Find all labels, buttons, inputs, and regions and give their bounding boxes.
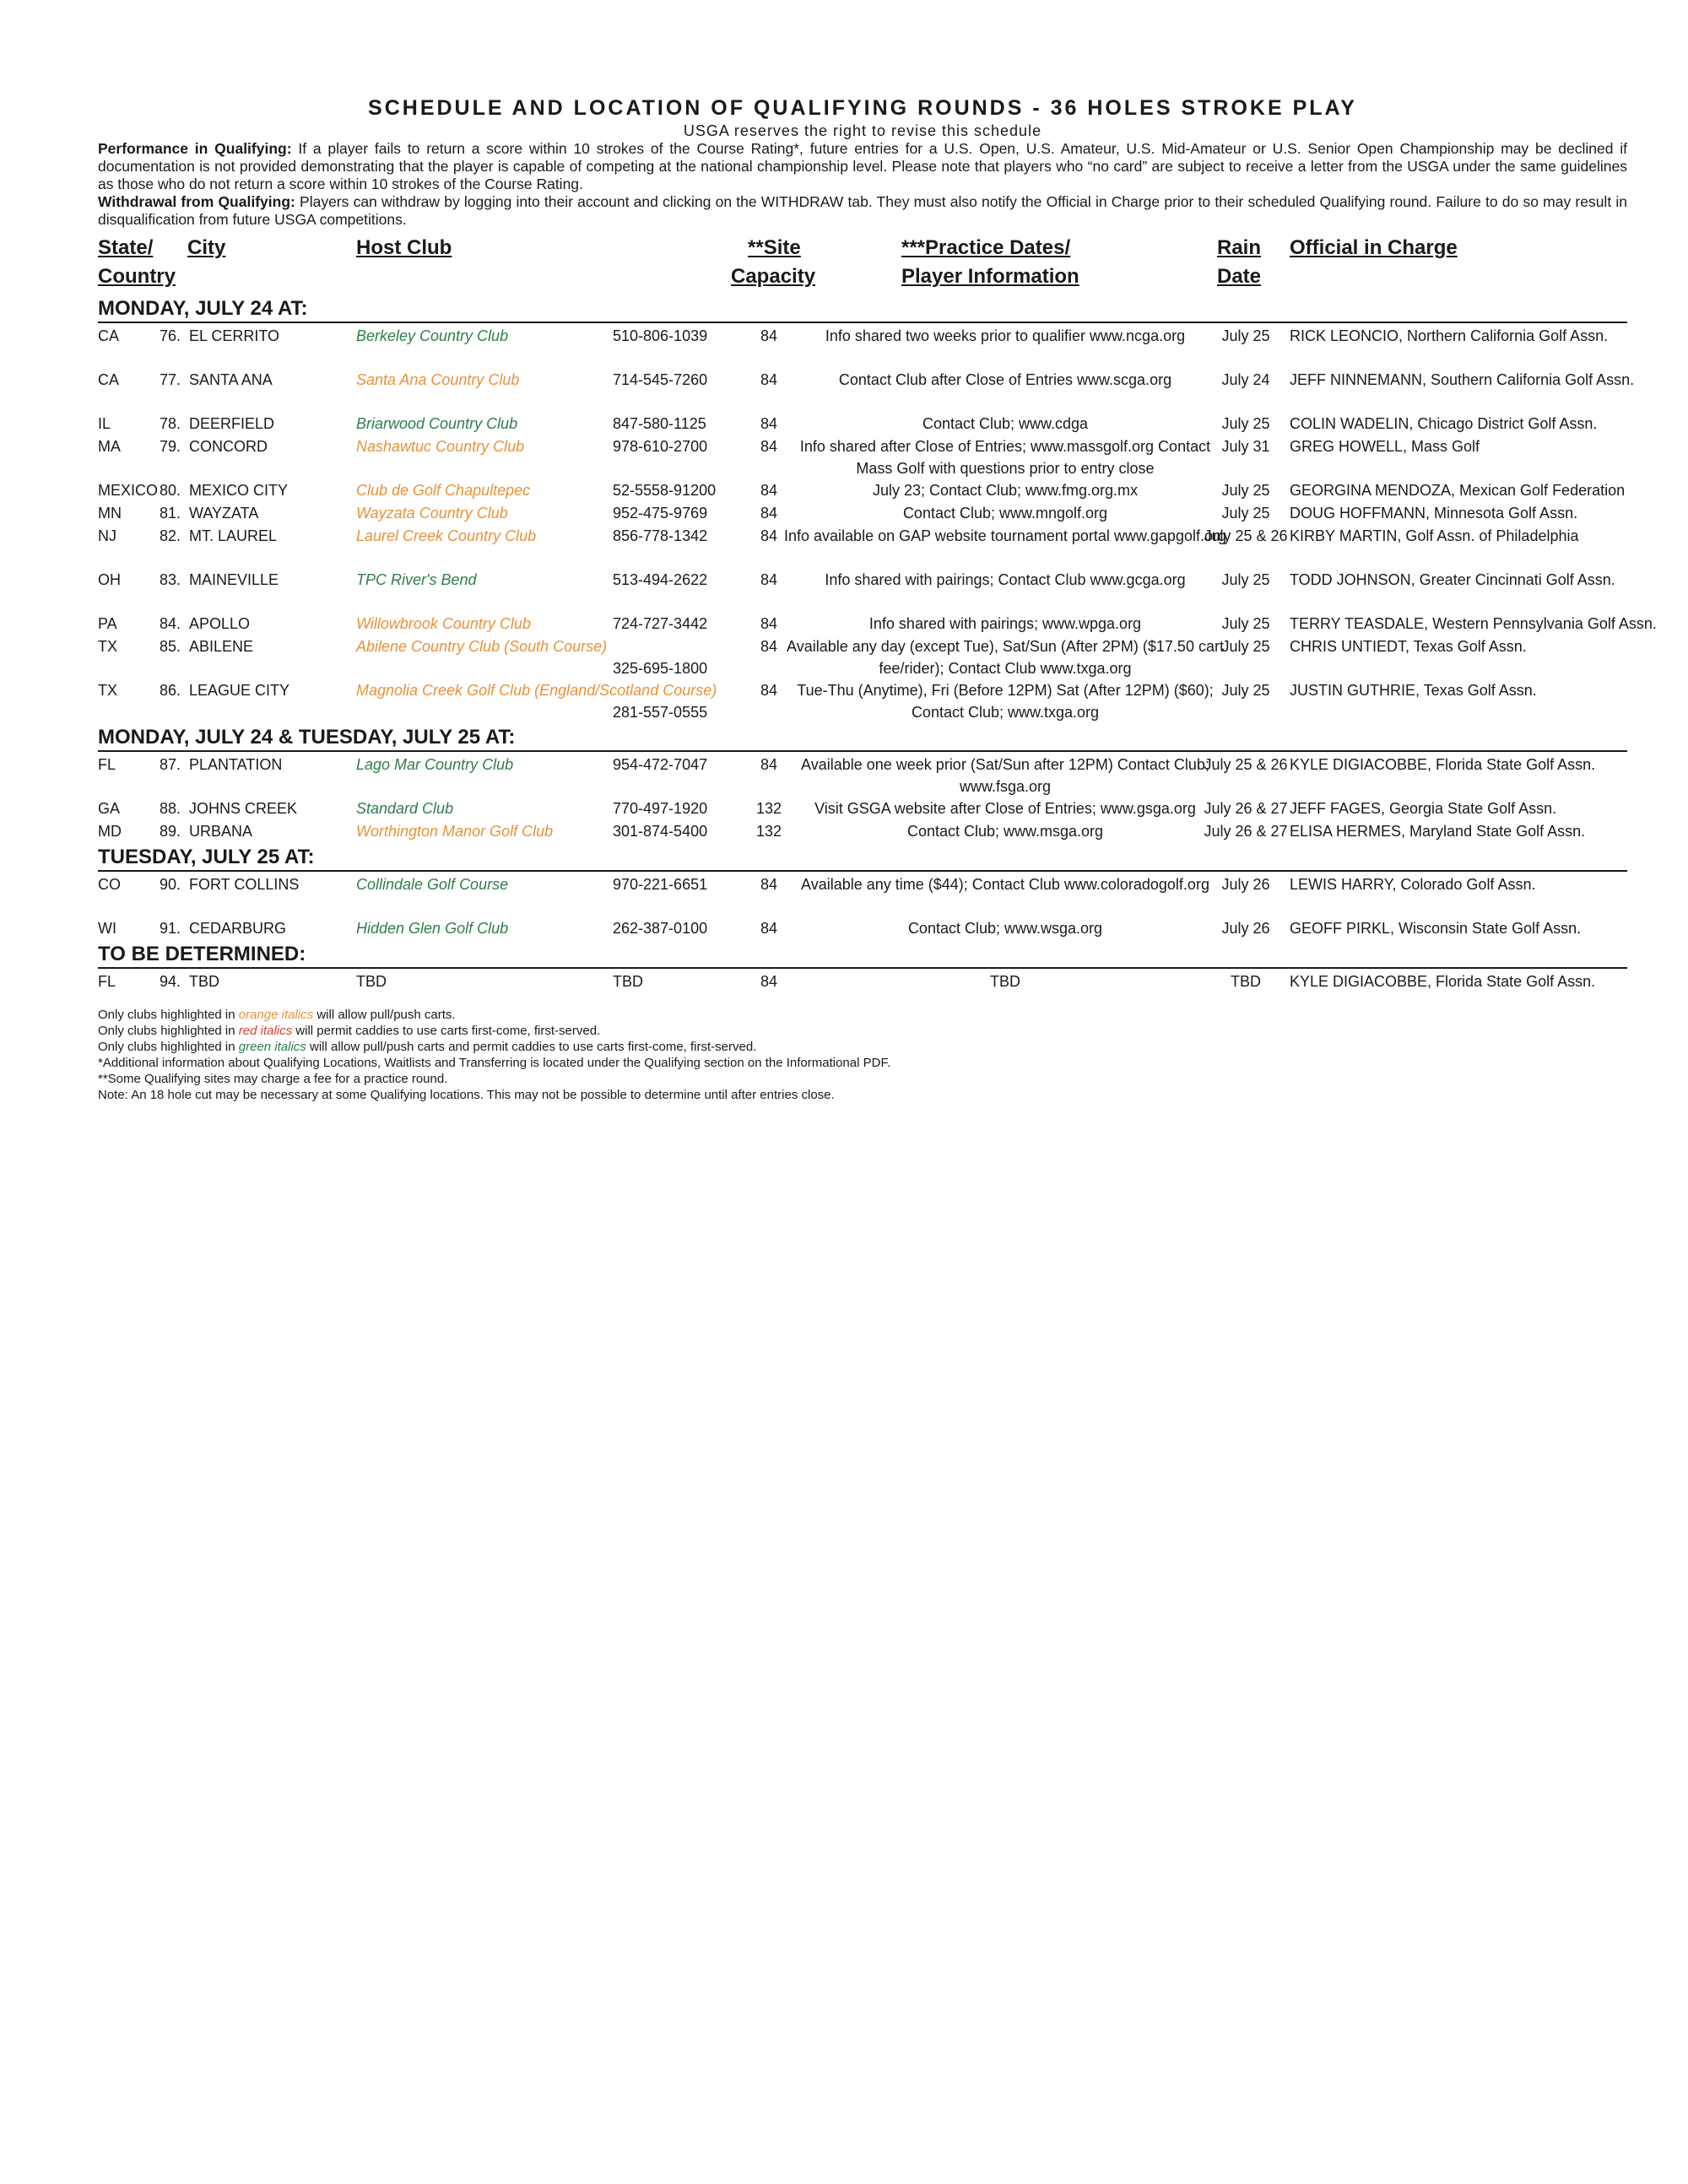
phone-cell: 856-778-1342 (613, 527, 708, 544)
city-cell: EL CERRITO (189, 327, 280, 344)
phone-cell: 770-497-1920 (613, 800, 708, 817)
host-club-cell: Collindale Golf Course (356, 876, 509, 893)
city-cell: CEDARBURG (189, 920, 287, 937)
rain-date-cell: July 31 (1221, 438, 1270, 455)
rain-date-cell: July 25 (1221, 571, 1270, 588)
site-number-cell: 85. (159, 638, 181, 655)
state-cell: GA (98, 800, 121, 817)
table-header (98, 234, 1627, 293)
city-cell: FORT COLLINS (189, 876, 300, 893)
site-number-cell: 88. (159, 800, 181, 817)
practice-info-cell: Contact Club; www.mngolf.org (902, 505, 1108, 522)
official-cell: JEFF NINNEMANN, Southern California Golf Assn. (1290, 371, 1635, 388)
note-text: Only clubs highlighted in (98, 1024, 239, 1038)
city-cell: MEXICO CITY (189, 482, 289, 499)
site-number-cell: 82. (159, 527, 181, 544)
phone-cell: 262-387-0100 (613, 920, 708, 937)
table-row (98, 478, 1627, 500)
note-additional-info: *Additional information about Qualifying Locations, Waitlists and Transferring is located under the Qualifying section on the Informational PDF. (98, 1056, 891, 1070)
table-row (98, 872, 1627, 916)
header-site-label: Site (763, 236, 801, 259)
practice-info-cell: Contact Club after Close of Entries www.scga.org (838, 371, 1172, 388)
table-row (98, 434, 1627, 478)
phone-cell: 978-610-2700 (613, 438, 708, 455)
site-number-cell: 86. (159, 682, 181, 699)
host-club-cell: Standard Club (356, 800, 454, 817)
practice-info-cell: Info available on GAP website tournament portal www.gapgolf.org (784, 527, 1226, 544)
site-number-cell: 78. (159, 415, 181, 432)
capacity-cell: 84 (760, 371, 778, 388)
section-heading: TO BE DETERMINED: (98, 942, 1627, 969)
site-number-cell: 76. (159, 327, 181, 344)
site-number-cell: 84. (159, 615, 181, 632)
practice-info-cell: TBD (990, 973, 1020, 990)
phone-cell: 970-221-6651 (613, 876, 708, 893)
phone-cell: 301-874-5400 (613, 823, 708, 840)
footnotes (98, 1007, 1627, 1103)
capacity-cell: 84 (760, 415, 778, 432)
official-cell: GREG HOWELL, Mass Golf (1290, 438, 1480, 455)
withdrawal-label: Withdrawal from Qualifying: (98, 193, 295, 210)
site-number-cell: 89. (159, 823, 181, 840)
header-date: Date (1217, 265, 1262, 288)
performance-label: Performance in Qualifying: (98, 140, 292, 157)
practice-info-cell: Contact Club; www.msga.org (906, 823, 1104, 840)
host-club-cell: TBD (356, 973, 387, 990)
city-cell: PLANTATION (189, 756, 283, 773)
state-cell: CA (98, 327, 120, 344)
header-rain: Rain (1217, 236, 1262, 259)
practice-info-cell: Info shared two weeks prior to qualifier www.ncga.org (825, 327, 1186, 344)
withdrawal-paragraph (98, 193, 1627, 229)
note-highlight-red: red italics (238, 1024, 293, 1038)
state-cell: MD (98, 823, 122, 840)
header-practice-prefix: *** (901, 236, 926, 259)
header-official: Official in Charge (1290, 236, 1458, 259)
capacity-cell: 84 (760, 920, 778, 937)
state-cell: TX (98, 682, 118, 699)
capacity-cell: 132 (755, 823, 782, 840)
official-cell: KIRBY MARTIN, Golf Assn. of Philadelphia (1290, 527, 1579, 544)
city-cell: APOLLO (189, 615, 251, 632)
rain-date-cell: July 24 (1221, 371, 1270, 388)
table-row (98, 796, 1627, 819)
official-cell: GEOFF PIRKL, Wisconsin State Golf Assn. (1290, 920, 1582, 937)
state-cell: CO (98, 876, 121, 893)
performance-paragraph (98, 140, 1627, 193)
table-row (98, 323, 1627, 367)
site-number-cell: 94. (159, 973, 181, 990)
rain-date-cell: July 26 & 27 (1204, 800, 1288, 817)
official-cell: COLIN WADELIN, Chicago District Golf Assn. (1290, 415, 1598, 432)
practice-info-cell: Available one week prior (Sat/Sun after 12PM) Contact Club; www.fsga.org (801, 756, 1209, 795)
state-cell: PA (98, 615, 117, 632)
capacity-cell: 84 (760, 638, 778, 655)
practice-info-cell: Contact Club; www.wsga.org (907, 920, 1103, 937)
city-cell: LEAGUE CITY (189, 682, 290, 699)
host-club-cell: Briarwood Country Club (356, 415, 518, 432)
site-number-cell: 87. (159, 756, 181, 773)
official-cell: DOUG HOFFMANN, Minnesota Golf Assn. (1290, 505, 1578, 522)
official-cell: JEFF FAGES, Georgia State Golf Assn. (1290, 800, 1557, 817)
host-club-cell: Worthington Manor Golf Club (356, 823, 554, 840)
official-cell: GEORGINA MENDOZA, Mexican Golf Federation (1290, 482, 1626, 499)
host-club-cell: Willowbrook Country Club (356, 615, 531, 632)
capacity-cell: 84 (760, 756, 778, 773)
rain-date-cell: July 25 (1221, 682, 1270, 699)
page-title: SCHEDULE AND LOCATION OF QUALIFYING ROUNDS - 36 HOLES STROKE PLAY (368, 96, 1357, 120)
section-heading: MONDAY, JULY 24 & TUESDAY, JULY 25 AT: (98, 725, 1627, 752)
official-cell: TODD JOHNSON, Greater Cincinnati Golf Assn. (1290, 571, 1615, 588)
host-club-cell: TPC River's Bend (356, 571, 477, 588)
capacity-cell: 84 (760, 571, 778, 588)
practice-info-cell: Info shared after Close of Entries; www.massgolf.org Contact Mass Golf with questions prior to entry close (799, 438, 1211, 477)
section-heading: MONDAY, JULY 24 AT: (98, 296, 1627, 323)
note-highlight-orange: orange italics (238, 1008, 314, 1022)
note-text: Only clubs highlighted in (98, 1008, 239, 1022)
table-row (98, 969, 1627, 992)
rain-date-cell: July 26 & 27 (1204, 823, 1288, 840)
header-practice-label: Practice Dates/ (925, 236, 1071, 259)
table-row (98, 411, 1627, 434)
table-row (98, 916, 1627, 938)
site-number-cell: 81. (159, 505, 181, 522)
note-practice-fee: **Some Qualifying sites may charge a fee for a practice round. (98, 1072, 448, 1086)
official-cell: JUSTIN GUTHRIE, Texas Golf Assn. (1290, 682, 1537, 699)
table-row (98, 611, 1657, 634)
capacity-cell: 84 (760, 973, 778, 990)
schedule-table (98, 296, 1657, 992)
city-cell: ABILENE (189, 638, 254, 655)
phone-cell: 724-727-3442 (613, 615, 708, 632)
performance-text: If a player fails to return a score within 10 strokes of the Course Rating*, future entries for a U.S. Open, U.S. Amateur, U.S. Mid-Amateur or U.S. Senior Open Championship may be declined if documentation is not provided demonstrating that the player is capable of competing at the national championship level. Please note that players who “no card” are subject to receive a letter from the USGA under the same guidelines as those who do not return a score within 10 strokes of the Course Rating. (98, 140, 1627, 192)
host-club-cell: Abilene Country Club (South Course) (356, 638, 608, 655)
phone-cell: 952-475-9769 (613, 505, 708, 522)
table-row (98, 819, 1627, 841)
state-cell: OH (98, 571, 121, 588)
state-cell: CA (98, 371, 120, 388)
table-row (98, 523, 1627, 567)
official-cell: TERRY TEASDALE, Western Pennsylvania Golf Assn. (1290, 615, 1657, 632)
city-cell: MAINEVILLE (189, 571, 279, 588)
note-green (98, 1039, 1627, 1055)
host-club-cell: Berkeley Country Club (356, 327, 509, 344)
header-city: City (187, 236, 226, 259)
header-host-club: Host Club (356, 236, 452, 259)
host-club-cell: Nashawtuc Country Club (356, 438, 525, 455)
practice-info-cell: Available any day (except Tue), Sat/Sun (After 2PM) ($17.50 cart fee/rider); Contact Club www.txga.org (787, 638, 1224, 677)
phone-cell: 847-580-1125 (613, 415, 706, 432)
host-club-cell: Hidden Glen Golf Club (356, 920, 509, 937)
table-row (98, 634, 1627, 678)
city-cell: DEERFIELD (189, 415, 275, 432)
site-number-cell: 79. (159, 438, 181, 455)
capacity-cell: 84 (760, 327, 778, 344)
capacity-cell: 84 (760, 876, 778, 893)
practice-info-cell: Tue-Thu (Anytime), Fri (Before 12PM) Sat (After 12PM) ($60); Contact Club; www.txga.org (797, 682, 1214, 721)
site-number-cell: 80. (159, 482, 181, 499)
capacity-cell: 84 (760, 438, 778, 455)
practice-info-cell: Info shared with pairings; Contact Club www.gcga.org (825, 571, 1186, 588)
state-cell: FL (98, 973, 116, 990)
header-practice (901, 234, 1070, 262)
host-club-cell: Laurel Creek Country Club (356, 527, 537, 544)
note-text: will allow pull/push carts and permit caddies to use carts first-come, first-served. (306, 1040, 757, 1054)
note-text: will permit caddies to use carts first-come, first-served. (292, 1024, 601, 1038)
official-cell: CHRIS UNTIEDT, Texas Golf Assn. (1290, 638, 1527, 655)
site-number-cell: 90. (159, 876, 181, 893)
city-cell: CONCORD (189, 438, 268, 455)
rain-date-cell: July 25 (1221, 482, 1270, 499)
rain-date-cell: July 25 (1221, 615, 1270, 632)
table-row (98, 752, 1627, 796)
phone-cell: 510-806-1039 (613, 327, 708, 344)
rain-date-cell: July 25 (1221, 327, 1270, 344)
header-player-info: Player Information (901, 265, 1079, 288)
header-country: Country (98, 265, 176, 288)
official-cell: KYLE DIGIACOBBE, Florida State Golf Assn. (1290, 973, 1596, 990)
rain-date-cell: July 26 (1221, 876, 1270, 893)
note-orange (98, 1007, 1627, 1023)
phone-cell: 714-545-7260 (613, 371, 708, 388)
city-cell: URBANA (189, 823, 253, 840)
section-heading: TUESDAY, JULY 25 AT: (98, 845, 1627, 872)
site-number-cell: 77. (159, 371, 181, 388)
rain-date-cell: July 25 & 26 (1204, 527, 1288, 544)
state-cell: NJ (98, 527, 116, 544)
table-row (98, 500, 1627, 523)
official-cell: RICK LEONCIO, Northern California Golf Assn. (1290, 327, 1609, 344)
site-number-cell: 83. (159, 571, 181, 588)
capacity-cell: 84 (760, 482, 778, 499)
rain-date-cell: July 25 & 26 (1204, 756, 1288, 773)
host-club-cell: Magnolia Creek Golf Club (England/Scotland Course) (356, 682, 717, 699)
note-text: Only clubs highlighted in (98, 1040, 239, 1054)
host-club-cell: Wayzata Country Club (356, 505, 508, 522)
note-text: will allow pull/push carts. (313, 1008, 456, 1022)
table-row (98, 567, 1627, 611)
state-cell: IL (98, 415, 111, 432)
city-cell: TBD (189, 973, 219, 990)
rain-date-cell: July 25 (1221, 415, 1270, 432)
withdrawal-text: Players can withdraw by logging into their account and clicking on the WITHDRAW tab. They must also notify the Official in Charge prior to their scheduled Qualifying round. Failure to do so may result in disqualification from future USGA competitions. (98, 193, 1627, 228)
capacity-cell: 84 (760, 615, 778, 632)
official-cell: KYLE DIGIACOBBE, Florida State Golf Assn. (1290, 756, 1596, 773)
phone-cell: 513-494-2622 (613, 571, 708, 588)
city-cell: MT. LAUREL (189, 527, 278, 544)
header-site (748, 234, 801, 262)
site-number-cell: 91. (159, 920, 181, 937)
practice-info-cell: Contact Club; www.cdga (922, 415, 1089, 432)
practice-info-cell: Info shared with pairings; www.wpga.org (868, 615, 1142, 632)
note-cut: Note: An 18 hole cut may be necessary at some Qualifying locations. This may not be possible to determine until after entries close. (98, 1088, 835, 1102)
practice-info-cell: Available any time ($44); Contact Club www.coloradogolf.org (801, 876, 1209, 893)
official-cell: LEWIS HARRY, Colorado Golf Assn. (1290, 876, 1536, 893)
city-cell: WAYZATA (189, 505, 259, 522)
page-subtitle: USGA reserves the right to revise this schedule (683, 122, 1042, 139)
header-capacity: Capacity (731, 265, 816, 288)
rain-date-cell: TBD (1231, 973, 1261, 990)
official-cell: ELISA HERMES, Maryland State Golf Assn. (1290, 823, 1586, 840)
table-row (98, 678, 1627, 722)
capacity-cell: 84 (760, 505, 778, 522)
state-cell: MN (98, 505, 122, 522)
host-club-cell: Club de Golf Chapultepec (356, 482, 531, 499)
note-red (98, 1023, 1627, 1039)
practice-info-cell: Visit GSGA website after Close of Entries; www.gsga.org (814, 800, 1196, 817)
rain-date-cell: July 25 (1221, 638, 1270, 655)
phone-cell: 954-472-7047 (613, 756, 708, 773)
capacity-cell: 132 (755, 800, 782, 817)
state-cell: MA (98, 438, 121, 455)
header-state: State/ (98, 236, 154, 259)
city-cell: JOHNS CREEK (189, 800, 298, 817)
host-club-cell: Santa Ana Country Club (356, 371, 520, 388)
phone-cell: 281-557-0555 (613, 704, 708, 721)
host-club-cell: Lago Mar Country Club (356, 756, 514, 773)
note-highlight-green: green italics (238, 1040, 306, 1054)
city-cell: SANTA ANA (189, 371, 273, 388)
state-cell: WI (98, 920, 116, 937)
rain-date-cell: July 25 (1221, 505, 1270, 522)
schedule-page (98, 95, 1657, 1103)
state-cell: FL (98, 756, 116, 773)
phone-cell: 52-5558-91200 (613, 482, 717, 499)
state-cell: MEXICO (98, 482, 159, 499)
phone-cell: 325-695-1800 (613, 660, 708, 677)
rain-date-cell: July 26 (1221, 920, 1270, 937)
table-row (98, 367, 1635, 411)
practice-info-cell: July 23; Contact Club; www.fmg.org.mx (872, 482, 1139, 499)
state-cell: TX (98, 638, 118, 655)
phone-cell: TBD (613, 973, 643, 990)
header-site-prefix: ** (748, 236, 764, 259)
capacity-cell: 84 (760, 527, 778, 544)
capacity-cell: 84 (760, 682, 778, 699)
